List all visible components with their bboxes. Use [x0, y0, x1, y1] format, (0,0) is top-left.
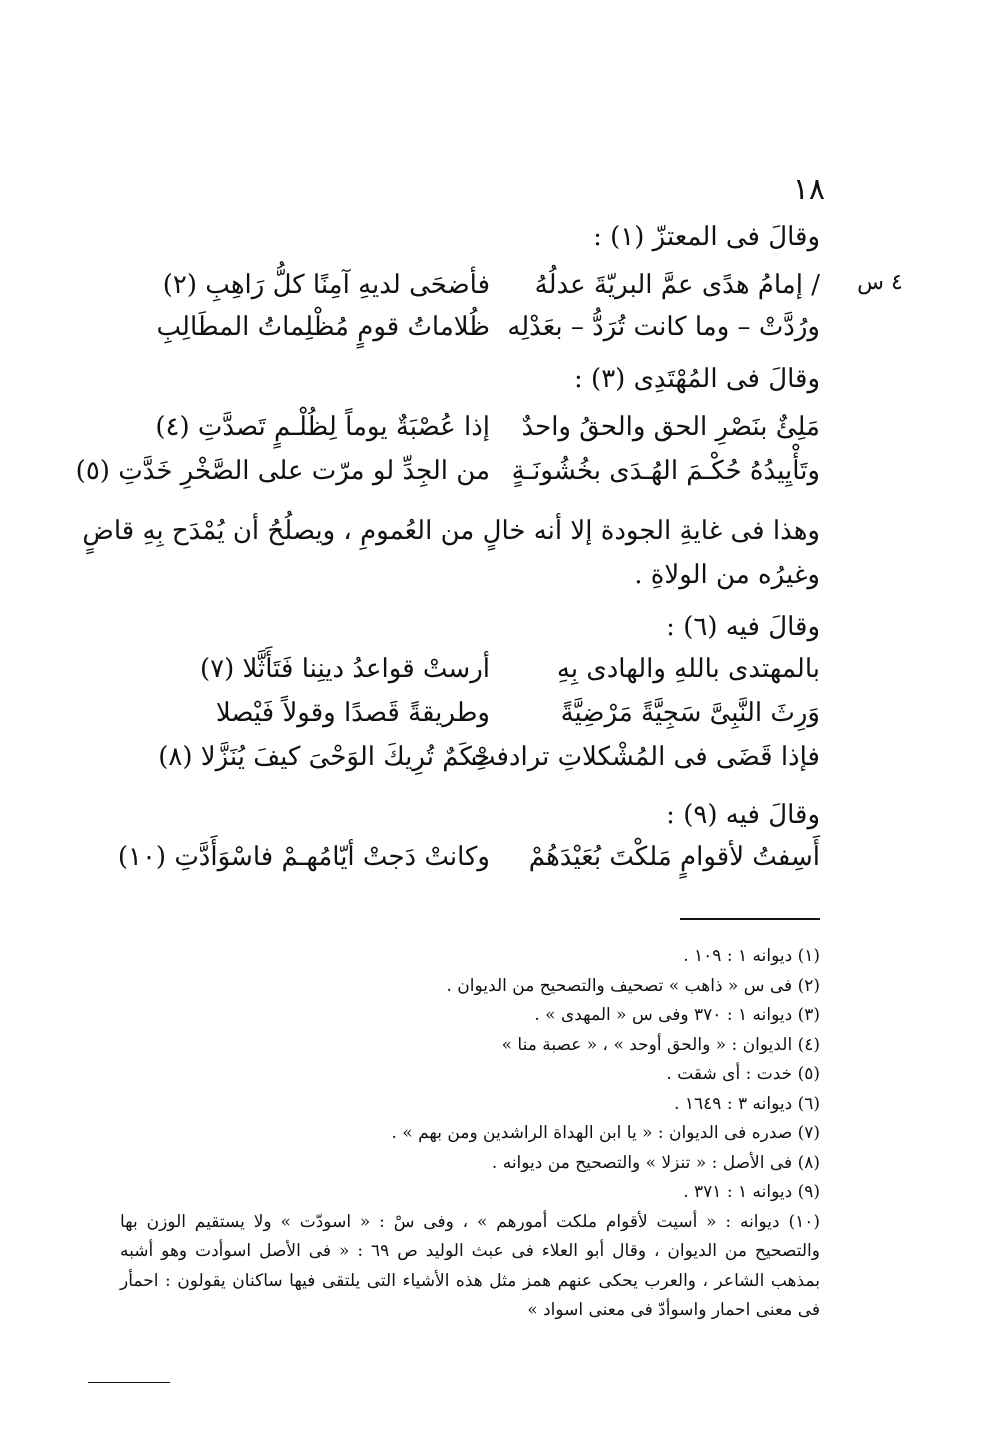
prose-line: وهذا فى غايةِ الجودة إلا أنه خالٍ من العُمومِ ، ويصلُحُ أن يُمْدَح بِهِ قاضٍ: [82, 516, 820, 546]
verse-first-hemistich: بالمهتدى باللهِ والهادى بِهِ: [556, 654, 820, 684]
verse-second-hemistich: ظُلاماتُ قومٍ مُظْلِماتُ المطَالِبِ: [156, 312, 490, 342]
section-intro: وقالَ فى المعتزّ (١) :: [593, 222, 820, 252]
footnote: (٣) ديوانه ١ : ٣٧٠ وفى س « المهدى » .: [534, 1005, 820, 1025]
page-number: ١٨: [792, 172, 825, 207]
verse-second-hemistich: أرستْ قواعدُ دينِنا فَتَأَثَّلا (٧): [199, 654, 490, 684]
verse-line: [100, 312, 820, 352]
section-intro: وقالَ فيه (٦) :: [666, 612, 820, 642]
footnote: (٦) ديوانه ٣ : ١٦٤٩ .: [674, 1093, 820, 1114]
verse-line: [100, 654, 820, 694]
prose-line: وغيرُه من الولاةِ .: [634, 560, 820, 590]
footnote: (٩) ديوانه ١ : ٣٧١ .: [683, 1182, 820, 1202]
verse-second-hemistich: حِكَمٌ تُرِيكَ الوَحْىَ كيفَ يُنَزَّلا (٨): [158, 742, 490, 772]
verse-second-hemistich: وكانتْ دَجتْ أيّامُهـمْ فاسْوَأَدَّتِ (١٠): [117, 842, 490, 872]
verse-line: [100, 270, 820, 310]
verse-line: [75, 456, 820, 496]
verse-line: [100, 742, 820, 782]
verse-first-hemistich: / إمامُ هدًى عمَّ البريّةَ عدلُهُ: [534, 270, 820, 300]
verse-second-hemistich: إذا عُصْبَةٌ يوماً لِظُلْـمٍ تَصدَّتِ (٤): [155, 412, 490, 442]
footnote: (٧) صدره فى الديوان : « يا ابن الهداة الراشدين ومن بهم » .: [391, 1123, 820, 1143]
verse-first-hemistich: وَرِثَ النَّبِىَّ سَجِيَّةً مَرْضِيَّةً: [560, 698, 820, 728]
verse-first-hemistich: فإذا قَضَى فى المُشْكلاتِ ترادفتْ: [470, 742, 820, 772]
verse-first-hemistich: وتَأْيِيدُهُ حُكْـمَ الهُـدَى بخُشُونَـةٍ: [511, 456, 820, 486]
footnote: (٤) الديوان : « والحق أوحد » ، « عصبة منا »: [501, 1034, 820, 1055]
footnote: (١) ديوانه ١ : ١٠٩ .: [683, 946, 820, 966]
section-intro: وقالَ فى المُهْتَدِى (٣) :: [574, 364, 820, 394]
footnote: (٨) فى الأصل : « تنزلا » والتصحيح من ديوانه .: [491, 1152, 820, 1173]
verse-second-hemistich: فأضحَى لديهِ آمِنًا كلُّ رَاهِبِ (٢): [162, 270, 490, 300]
section-intro: وقالَ فيه (٩) :: [666, 800, 820, 830]
footnote: (٥) خدت : أى شقت .: [666, 1064, 820, 1084]
bottom-rule: [88, 1382, 170, 1383]
verse-first-hemistich: أَسِفتُ لأقوامٍ مَلكْتَ بُعَيْدَهُمْ: [528, 842, 820, 872]
verse-line: [100, 842, 820, 882]
footnote: (٢) فى س « ذاهب » تصحيف والتصحيح من الديوان .: [446, 975, 820, 996]
verse-line: [100, 698, 820, 738]
verse-second-hemistich: وطريقةً قَصدًا وقولاً فَيْصلا: [215, 698, 490, 728]
margin-note: ٤ س: [857, 270, 903, 295]
footnotes: [120, 942, 820, 1326]
verse-first-hemistich: ورُدَّتْ – وما كانت تُرَدُّ – بعَدْلِه: [507, 312, 820, 342]
verse-first-hemistich: مَلِئٌ بنَصْرِ الحق والحقُ واحدٌ: [521, 412, 820, 442]
verse-second-hemistich: من الجِدِّ لو مرّت على الصَّخْرِ خَدَّتِ (٥): [75, 456, 490, 486]
verse-line: [100, 412, 820, 452]
footnote: (١٠) ديوانه : « أسيت لأقوام ملكت أمورهم » ، وفى سْ : « اسودّت » ولا يستقيم الوزن بها والتصحيح من الديوان ، وقال أبو العلاء فى عبث الوليد ص ٦٩ : « فى الأصل اسوأدت وهو أشبه بمذهب الشاعر ، والعرب يحكى عنهم همز مثل هذه الأشياء التى يلتقى فيها ساكنان يقولون : احمأر فى معنى احمار واسوأدّ فى معنى اسواد »: [120, 1211, 820, 1320]
footnote-separator: [680, 918, 820, 920]
